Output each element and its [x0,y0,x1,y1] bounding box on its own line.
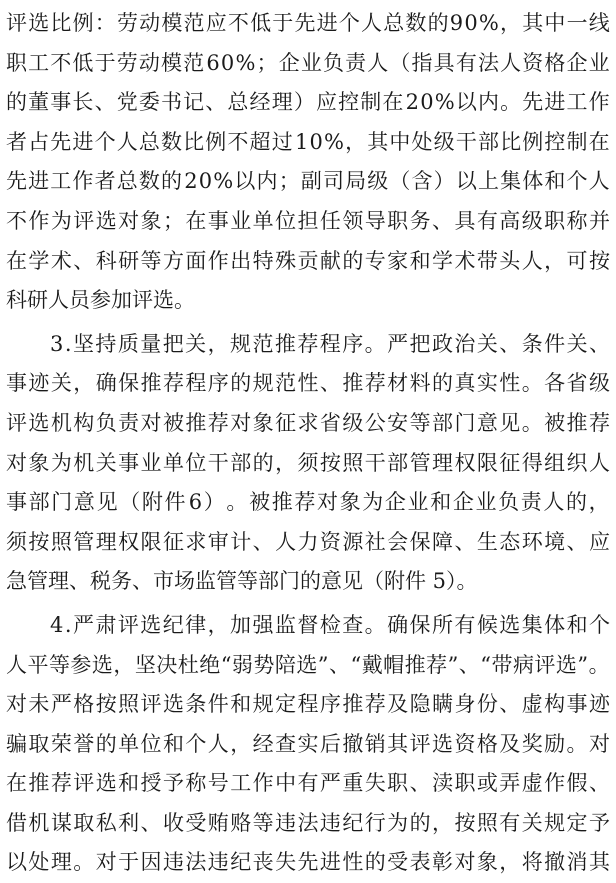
text-line: 先 进 工 作 者 总 数 的 2 0 % 以 内 ； 副 司 局 级 （ 含 ） 以 上 集 体 和 个 人 [6,169,610,194]
text-line: 以 处 理 。 对 于 因 违 法 违 纪 丧 失 先 进 性 的 受 表 彰 对 象 ， 将 撤 消 其 [6,850,610,875]
text-line: 不 作 为 评 选 对 象 ； 在 事 业 单 位 担 任 领 导 职 务 、 具 有 高 级 职 称 并 [6,208,610,233]
text-line: 的 董 事 长 、 党 委 书 记 、 总 经 理 ） 应 控 制 在 2 0 % 以 内 。 先 进 工 作 [6,90,610,115]
paragraph-item-4 [6,606,610,883]
text-line: 须 按 照 管 理 权 限 征 求 审 计 、 人 力 资 源 社 会 保 障 、 生 态 环 境 、 应 [6,529,610,554]
text-line: 人 平 等 参 选 ， 坚 决 杜 绝 “ 弱 势 陪 选 ” 、 “ 戴 帽 推 荐 ” 、 “ 带 病 评 选 ” 。 [6,652,610,677]
text-line: 4 . 严 肃 评 选 纪 律 ， 加 强 监 督 检 查 。 确 保 所 有 候 选 集 体 和 个 [50,612,610,637]
text-line: 评 选 比 例 ： 劳 动 模 范 应 不 低 于 先 进 个 人 总 数 的 9 0 % ， 其 中 一 线 [6,11,610,35]
text-line: 职 工 不 低 于 劳 动 模 范 6 0 % ； 企 业 负 责 人 （ 指 具 有 法 人 资 格 企 业 [6,50,610,75]
paragraph-selection-ratio [6,4,610,321]
text-line: 事 迹 关 ， 确 保 推 荐 程 序 的 规 范 性 、 推 荐 材 料 的 真 实 性 。 各 省 级 [6,371,610,396]
text-line: 评 选 机 构 负 责 对 被 推 荐 对 象 征 求 省 级 公 安 等 部 门 意 见 。 被 推 荐 [6,410,610,435]
paragraph-item-3 [6,325,610,602]
text-line: 在 学 术 、 科 研 等 方 面 作 出 特 殊 贡 献 的 专 家 和 学 术 带 头 人 ， 可 按 [6,248,610,273]
text-line: 对 未 严 格 按 照 评 选 条 件 和 规 定 程 序 推 荐 及 隐 瞒 身 份 、 虚 构 事 迹 [6,692,610,717]
text-line: 急管理、税务、市场监管等部门的意见（附件 5）。 [6,569,478,594]
text-line: 对 象 为 机 关 事 业 单 位 干 部 的 ， 须 按 照 干 部 管 理 权 限 征 得 组 织 人 [6,450,610,475]
text-line: 者 占 先 进 个 人 总 数 比 例 不 超 过 1 0 % ， 其 中 处 级 干 部 比 例 控 制 在 [6,129,610,154]
text-line: 借 机 谋 取 私 利 、 收 受 贿 赂 等 违 法 违 纪 行 为 的 ， 按 照 有 关 规 定 予 [6,810,610,835]
text-line: 骗 取 荣 誉 的 单 位 和 个 人 ， 经 查 实 后 撤 销 其 评 选 资 格 及 奖 励 。 对 [6,731,610,756]
text-line: 在 推 荐 评 选 和 授 予 称 号 工 作 中 有 严 重 失 职 、 渎 职 或 弄 虚 作 假 、 [6,771,610,796]
text-line: 科研人员参加评选。 [6,288,195,313]
text-line: 事 部 门 意 见 （ 附 件 6 ） 。 被 推 荐 对 象 为 企 业 和 企 业 负 责 人 的 ， [6,490,610,515]
text-line: 3 . 坚 持 质 量 把 关 ， 规 范 推 荐 程 序 。 严 把 政 治 关 、 条 件 关 、 [50,331,610,356]
